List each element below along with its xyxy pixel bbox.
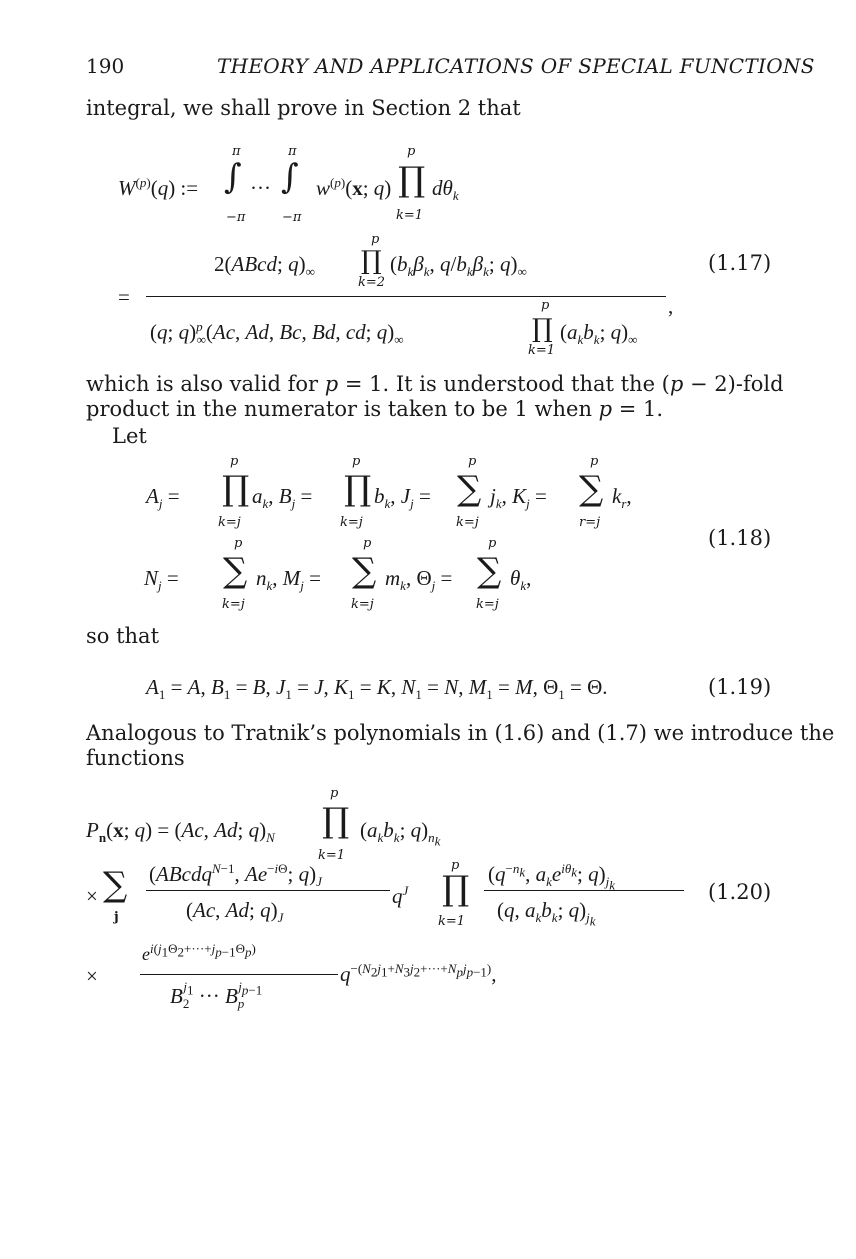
product-sign-1: ∏ [398, 160, 426, 200]
sum-sign-Kj: ∑ [579, 469, 604, 509]
eq-1-20-frac3-num: $e^{i(j_1\Theta_2+\cdot\cdot\cdot+j_{p-1}\Theta_p)}$ [142, 941, 256, 964]
equation-number-1-20: (1.20) [708, 880, 772, 904]
num-product-sign: ∏ [361, 246, 382, 276]
eq-1-18-kr: $k_r$, [612, 484, 632, 512]
product-lower-k1: k=1 [396, 208, 424, 223]
eq-1-18-p2: p [352, 454, 361, 469]
eq-1-20-prod2-lower: k=1 [438, 914, 466, 929]
eq-1-20-frac2-num: ($q^{-n_k}$, $a_ke^{i\theta_k}$; $q)_{j_k}$ [488, 861, 616, 893]
eq-1-18-rj: r=j [579, 515, 601, 530]
den-product-sign: ∏ [532, 314, 553, 344]
eq-1-20-frac1-den: (Ac, Ad; $q)_J$ [186, 898, 284, 926]
integral-sign-1: ∫ [224, 157, 242, 197]
fraction-bar-1-20-b [484, 890, 684, 891]
eq-1-20-tail: $q^{-(N_2j_1+N_3j_2+\cdot\cdot\cdot+N_pj_{p-1})}$, [340, 961, 497, 986]
den-product-upper-p: p [541, 298, 550, 313]
fraction-bar-1-17 [146, 296, 666, 297]
eq-1-18-jk: $j_k$, $K_j$ = [490, 484, 547, 512]
eq-1-20-prod2-upper: p [451, 858, 460, 873]
product-sign-Aj: ∏ [222, 469, 250, 509]
eq-1-18-kj6: k=j [351, 597, 374, 612]
fraction-bar-1-20-a [146, 890, 390, 891]
equation-1-19: $A_1 = A$, $B_1 = B$, $J_1 = J$, $K_1 = K$, $N_1 = N$, $M_1 = M$, $\Theta_1 = \Theta$. [146, 675, 608, 703]
product-sign-1-20a: ∏ [322, 801, 350, 841]
paragraph-valid-line1: which is also valid for p = 1. It is understood that the (p − 2)-fold [86, 372, 784, 396]
equation-number-1-19: (1.19) [708, 675, 772, 699]
num-product-upper-p: p [371, 232, 380, 247]
equation-number-1-18: (1.18) [708, 526, 772, 550]
eq-1-18-p4: p [590, 454, 599, 469]
eq-1-18-thetak: $\theta_k$, [510, 566, 532, 594]
page-number: 190 [86, 54, 125, 78]
comma-1-17: , [668, 294, 674, 318]
eq-1-20-prod-upper: p [330, 786, 339, 801]
paragraph-so-that: so that [86, 624, 160, 648]
eq-1-18-p1: p [230, 454, 239, 469]
sum-sign-Nj: ∑ [223, 551, 248, 591]
equation-number-1-17: (1.17) [708, 251, 772, 275]
paragraph-analogous-line1: Analogous to Tratnik’s polynomials in (1.6) and (1.7) we introduce the [86, 721, 835, 745]
sum-sign-j: ∑ [103, 865, 128, 905]
integral-upper-limit-1: π [232, 144, 241, 159]
eq-1-20-prod-lower: k=1 [318, 848, 346, 863]
eq-1-17-denominator: (q; q)$^p_\infty$(Ac, Ad, Bc, Bd, cd; $q)_\infty$ [150, 319, 404, 348]
eq-1-18-p5: p [234, 536, 243, 551]
fraction-bar-1-20-c [140, 974, 338, 975]
eq-1-20-frac2-den: (q, $a_kb_k$; $q)_{j_k}$ [497, 898, 596, 929]
running-title: THEORY AND APPLICATIONS OF SPECIAL FUNCTIONS [217, 54, 815, 78]
eq-1-17-numerator-factor: ($b_k\beta_k$, $q/b_k\beta_k$; $q)_\infty$ [390, 252, 527, 280]
eq-1-18-Nj: $N_j$ = [144, 566, 179, 594]
eq-1-18-kj7: k=j [476, 597, 499, 612]
eq-1-18-p7: p [488, 536, 497, 551]
paragraph-valid-line2: product in the numerator is taken to be 1 when p = 1. [86, 397, 664, 421]
sum-sign-Mj: ∑ [352, 551, 377, 591]
product-upper-p: p [407, 144, 416, 159]
eq-1-20-frac1-num: (ABcdq$^{N-1}$, $Ae^{-i\Theta}$; $q)_J$ [149, 861, 322, 890]
den-product-lower: k=1 [528, 343, 556, 358]
times-sign-1: × [86, 884, 98, 908]
sum-sign-Thetaj: ∑ [477, 551, 502, 591]
integral-lower-limit-2: −π [282, 210, 302, 225]
times-sign-2: × [86, 964, 98, 988]
eq-1-18-kj3: k=j [456, 515, 479, 530]
eq-1-20-qJ: $q^J$ [392, 883, 409, 908]
eq-1-18-kj1: k=j [218, 515, 241, 530]
eq-1-18-nk: $n_k$, $M_j$ = [256, 566, 321, 594]
sum-sign-Jj: ∑ [457, 469, 482, 509]
equals-sign: = [118, 285, 130, 309]
paragraph-analogous-line2: functions [86, 746, 185, 770]
eq-1-17-lhs: $W^{(p)}(q)$ := [118, 175, 199, 200]
integrand: $w^{(p)}(x$; q) [316, 175, 392, 200]
integral-sign-2: ∫ [281, 157, 299, 197]
paragraph-intro: integral, we shall prove in Section 2 that [86, 96, 521, 120]
eq-1-20-line1: $P_n(x$; q) = (Ac, Ad; $q)_N$ [86, 818, 275, 846]
eq-1-18-Aj: $A_j$ = [146, 484, 180, 512]
product-sign-1-20b: ∏ [442, 869, 470, 909]
eq-1-18-p6: p [363, 536, 372, 551]
dtheta: $d\theta_k$ [432, 176, 459, 204]
eq-1-20-frac3-den: $B_2^{j_1}$ ··· $B_p^{j_{p-1}}$ [170, 979, 263, 1012]
eq-1-20-line1-factor: ($a_kb_k$; $q)_{n_k}$ [360, 818, 441, 849]
eq-1-17-denominator-factor: ($a_kb_k$; $q)_\infty$ [560, 320, 638, 348]
sum-index-j: j [114, 910, 119, 925]
eq-1-18-p3: p [468, 454, 477, 469]
integral-upper-limit-2: π [288, 144, 297, 159]
paragraph-let: Let [112, 424, 147, 448]
eq-1-18-bk: $b_k$, $J_j$ = [374, 484, 431, 512]
eq-1-17-numerator: 2(ABcd; $q)_\infty$ [214, 252, 315, 280]
eq-1-18-mk: $m_k$, $\Theta_j$ = [385, 566, 453, 594]
eq-1-18-ak: $a_k$, $B_j$ = [252, 484, 313, 512]
integral-lower-limit-1: −π [226, 210, 246, 225]
eq-1-18-kj5: k=j [222, 597, 245, 612]
num-product-lower: k=2 [358, 275, 386, 290]
integral-dots: ··· [250, 176, 271, 200]
eq-1-18-kj2: k=j [340, 515, 363, 530]
product-sign-Bj: ∏ [344, 469, 372, 509]
